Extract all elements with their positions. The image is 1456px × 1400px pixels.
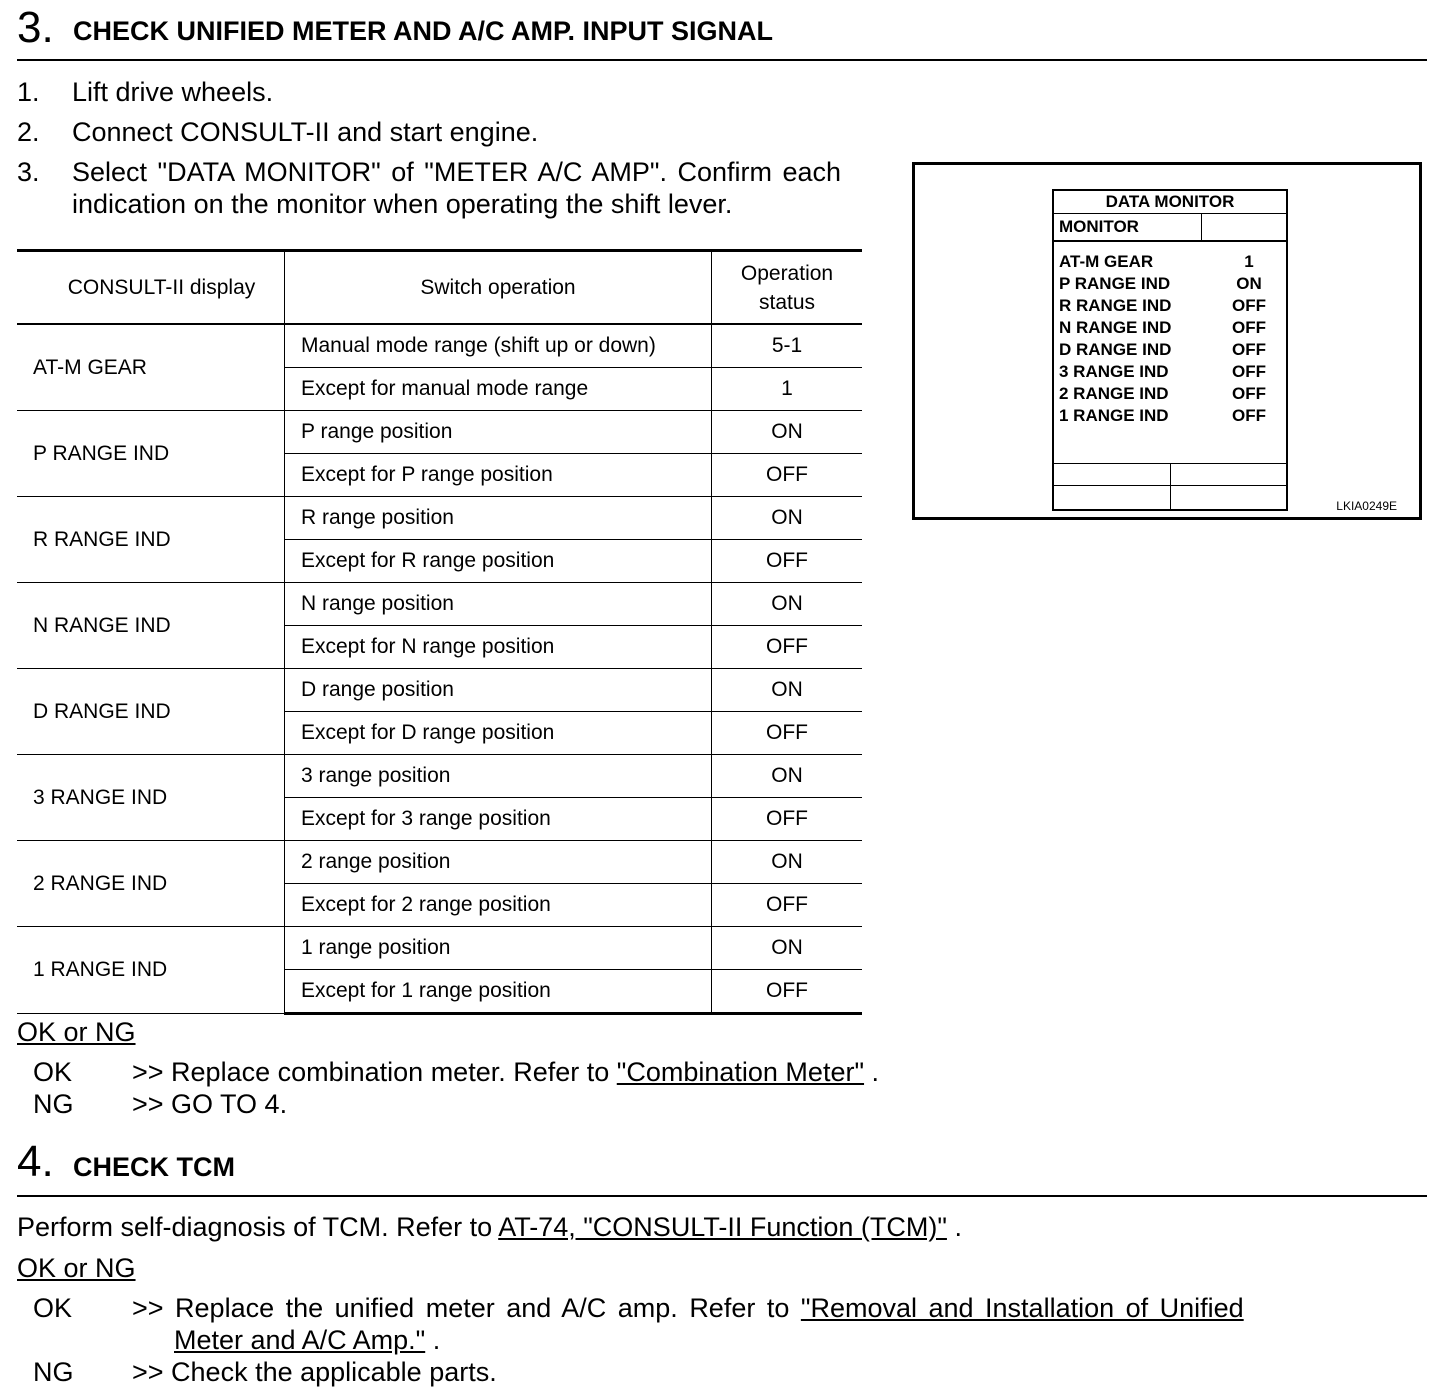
table-row xyxy=(17,497,862,540)
figure-code: LKIA0249E xyxy=(1336,499,1397,513)
table-row xyxy=(17,324,862,368)
operation-cell: P range position xyxy=(285,411,712,454)
step-4-ok-or-ng: OK or NG xyxy=(17,1253,136,1283)
operation-cell: N range position xyxy=(285,583,712,626)
operation-cell: Except for D range position xyxy=(285,712,712,755)
screen-monitor-header xyxy=(1054,214,1286,242)
status-cell: ON xyxy=(712,927,863,970)
screen-row xyxy=(1059,273,1279,295)
screen-row xyxy=(1059,405,1279,427)
screen-row xyxy=(1059,251,1279,273)
display-cell: D RANGE IND xyxy=(17,669,285,755)
screen-footer-divider xyxy=(1170,463,1171,509)
operation-cell: Manual mode range (shift up or down) xyxy=(285,324,712,368)
screen-row-value: OFF xyxy=(1232,362,1266,381)
screen-row xyxy=(1059,383,1279,405)
operation-cell: Except for 2 range position xyxy=(285,884,712,927)
operation-cell: Except for R range position xyxy=(285,540,712,583)
step-4-number: 4. xyxy=(17,1137,54,1186)
display-cell: N RANGE IND xyxy=(17,583,285,669)
step-4-instruction-text: Perform self-diagnosis of TCM. Refer to xyxy=(17,1212,499,1242)
display-cell: 1 RANGE IND xyxy=(17,927,285,1014)
instruction-2-text: Connect CONSULT-II and start engine. xyxy=(72,117,539,147)
step-3-number: 3. xyxy=(17,3,54,52)
step-3-ok-text: >> Replace combination meter. Refer to xyxy=(132,1057,617,1087)
display-cell: R RANGE IND xyxy=(17,497,285,583)
step-3-title: CHECK UNIFIED METER AND A/C AMP. INPUT SIGNAL xyxy=(73,16,774,46)
operation-cell: Except for 1 range position xyxy=(285,970,712,1014)
operation-cell: 1 range position xyxy=(285,927,712,970)
table-row xyxy=(17,841,862,884)
status-cell: OFF xyxy=(712,712,863,755)
step-4-ng-label: NG xyxy=(33,1357,74,1387)
status-cell: ON xyxy=(712,755,863,798)
step-3-ok-or-ng: OK or NG xyxy=(17,1017,136,1047)
step-3-rule xyxy=(17,59,1427,61)
screen-row xyxy=(1059,361,1279,383)
screen-row-value: OFF xyxy=(1232,384,1266,403)
screen-title: DATA MONITOR xyxy=(1054,191,1286,214)
table-header-row xyxy=(17,251,862,325)
status-cell: ON xyxy=(712,411,863,454)
switch-operation-table xyxy=(17,249,862,1015)
combination-meter-link[interactable]: "Combination Meter" xyxy=(616,1057,865,1087)
screen-row-name: AT-M GEAR xyxy=(1059,252,1154,271)
status-cell: OFF xyxy=(712,884,863,927)
screen-row-value: 1 xyxy=(1244,252,1254,271)
instruction-1-text: Lift drive wheels. xyxy=(72,77,274,107)
screen-monitor-label: MONITOR xyxy=(1059,217,1139,236)
header-operation-status xyxy=(712,251,863,325)
table-row xyxy=(17,669,862,712)
status-cell: 5-1 xyxy=(712,324,863,368)
instruction-1-number: 1. xyxy=(17,77,40,107)
screen-row-name: D RANGE IND xyxy=(1059,340,1172,359)
consult-screen xyxy=(1052,189,1288,511)
step-4-ok-action-cont: Meter and A/C Amp." . xyxy=(174,1325,441,1355)
header-switch-operation: Switch operation xyxy=(285,251,712,325)
display-cell: 2 RANGE IND xyxy=(17,841,285,927)
step-4-ok-label: OK xyxy=(33,1293,73,1323)
display-cell: AT-M GEAR xyxy=(17,324,285,411)
operation-cell: Except for manual mode range xyxy=(285,368,712,411)
operation-cell: 3 range position xyxy=(285,755,712,798)
header-operation-status-line2: status xyxy=(758,290,816,314)
operation-cell: Except for P range position xyxy=(285,454,712,497)
data-monitor-figure xyxy=(912,162,1422,520)
step-4-rule xyxy=(17,1195,1427,1197)
removal-installation-link-cont[interactable]: Meter and A/C Amp." xyxy=(174,1325,426,1355)
status-cell: ON xyxy=(712,841,863,884)
step-4-ng-action: >> Check the applicable parts. xyxy=(132,1357,497,1387)
screen-row-value: ON xyxy=(1236,274,1262,293)
header-operation-status-line1: Operation xyxy=(740,261,834,285)
step-4-ok-text: >> Replace the unified meter and A/C amp. Refer to xyxy=(132,1293,801,1323)
screen-row-value: OFF xyxy=(1232,296,1266,315)
operation-cell: Except for N range position xyxy=(285,626,712,669)
step-3-ok-action: >> Replace combination meter. Refer to "Combination Meter" . xyxy=(132,1057,880,1087)
screen-row-name: N RANGE IND xyxy=(1059,318,1172,337)
screen-row xyxy=(1059,339,1279,361)
step-4-ok-action xyxy=(132,1292,1244,1324)
table-row xyxy=(17,927,862,970)
step-3-ok-label: OK xyxy=(33,1057,73,1087)
screen-row-value: OFF xyxy=(1232,318,1266,337)
status-cell: ON xyxy=(712,669,863,712)
operation-cell: R range position xyxy=(285,497,712,540)
display-cell: 3 RANGE IND xyxy=(17,755,285,841)
header-consult-display: CONSULT-II display xyxy=(17,251,285,325)
table-row xyxy=(17,755,862,798)
screen-row-value: OFF xyxy=(1232,406,1266,425)
status-cell: ON xyxy=(712,497,863,540)
removal-installation-link[interactable]: "Removal and Installation of Unified xyxy=(800,1293,1244,1323)
status-cell: OFF xyxy=(712,540,863,583)
instruction-2-number: 2. xyxy=(17,117,40,147)
instruction-3-text: Select "DATA MONITOR" of "METER A/C AMP". Confirm each xyxy=(72,157,842,187)
screen-row-name: 1 RANGE IND xyxy=(1059,406,1169,425)
step-4-title: CHECK TCM xyxy=(73,1152,235,1182)
status-cell: OFF xyxy=(712,454,863,497)
display-cell: P RANGE IND xyxy=(17,411,285,497)
table-row xyxy=(17,583,862,626)
instruction-3-number: 3. xyxy=(17,157,40,187)
step-3-ng-label: NG xyxy=(33,1089,74,1119)
operation-cell: 2 range position xyxy=(285,841,712,884)
operation-cell: D range position xyxy=(285,669,712,712)
status-cell: OFF xyxy=(712,970,863,1014)
screen-row-name: R RANGE IND xyxy=(1059,296,1172,315)
instruction-3-text-cont: indication on the monitor when operating the shift lever. xyxy=(72,189,733,219)
step-4-instruction: Perform self-diagnosis of TCM. Refer to AT-74, "CONSULT-II Function (TCM)" . xyxy=(17,1212,962,1242)
status-cell: 1 xyxy=(712,368,863,411)
status-cell: OFF xyxy=(712,626,863,669)
screen-row-value: OFF xyxy=(1232,340,1266,359)
status-cell: OFF xyxy=(712,798,863,841)
screen-row xyxy=(1059,317,1279,339)
screen-row-name: P RANGE IND xyxy=(1059,274,1171,293)
step-3-ng-action: >> GO TO 4. xyxy=(132,1089,288,1119)
screen-row xyxy=(1059,295,1279,317)
consult-function-link[interactable]: AT-74, "CONSULT-II Function (TCM)" xyxy=(498,1212,947,1242)
screen-row-name: 2 RANGE IND xyxy=(1059,384,1169,403)
screen-header-divider xyxy=(1201,214,1202,240)
status-cell: ON xyxy=(712,583,863,626)
screen-row-name: 3 RANGE IND xyxy=(1059,362,1169,381)
operation-cell: Except for 3 range position xyxy=(285,798,712,841)
table-row xyxy=(17,411,862,454)
